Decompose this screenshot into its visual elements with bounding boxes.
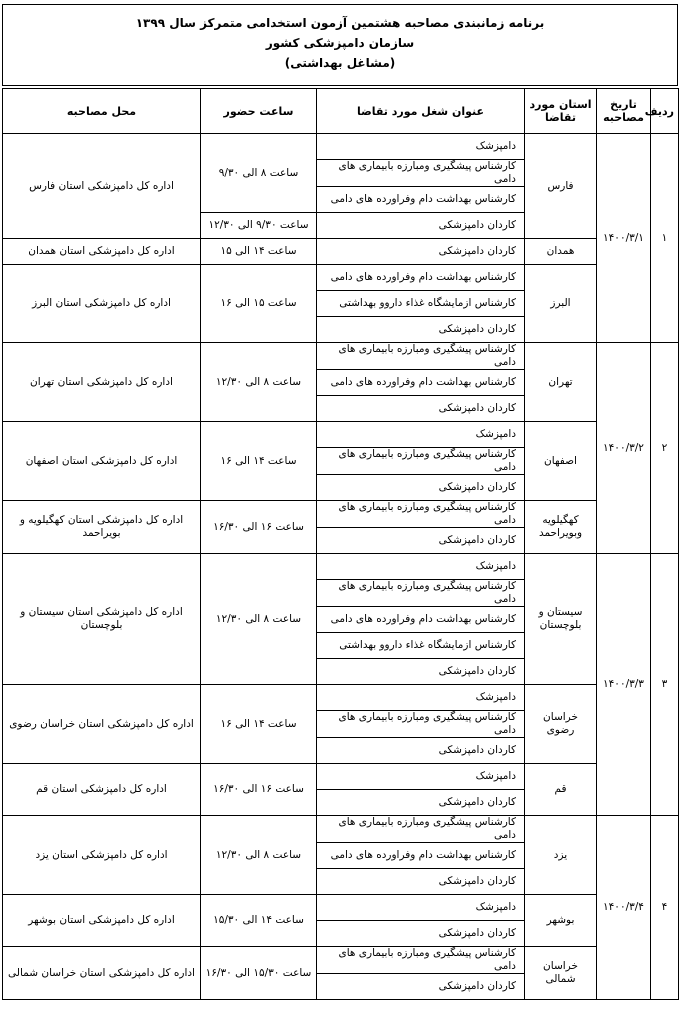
table-row	[3, 764, 679, 790]
time-cell: ساعت ۱۴ الی ۱۵/۳۰	[201, 895, 317, 947]
row-number: ۳	[651, 554, 679, 816]
place-cell: اداره کل دامپزشکی استان اصفهان	[3, 422, 201, 501]
time-cell: ساعت ۱۶ الی ۱۶/۳۰	[201, 764, 317, 816]
job-cell: کارشناس پیشگیری ومبارزه بابیماری های دامی	[317, 343, 525, 370]
job-cell: دامپزشک	[317, 422, 525, 448]
table-row	[3, 422, 679, 448]
job-cell: کاردان دامپزشکی	[317, 317, 525, 343]
job-cell: کاردان دامپزشکی	[317, 921, 525, 947]
job-cell: کاردان دامپزشکی	[317, 869, 525, 895]
time-cell: ساعت ۱۵/۳۰ الی ۱۶/۳۰	[201, 947, 317, 1000]
province-cell: البرز	[525, 265, 597, 343]
job-cell: دامپزشک	[317, 895, 525, 921]
province-cell: یزد	[525, 816, 597, 895]
place-cell: اداره کل دامپزشکی استان تهران	[3, 343, 201, 422]
table-row	[3, 947, 679, 974]
place-cell: اداره کل دامپزشکی استان فارس	[3, 134, 201, 239]
time-cell: ساعت ۱۵ الی ۱۶	[201, 265, 317, 343]
table-row	[3, 239, 679, 265]
row-number: ۱	[651, 134, 679, 343]
job-cell: کاردان دامپزشکی	[317, 213, 525, 239]
job-cell: دامپزشک	[317, 685, 525, 711]
job-cell: کارشناس پیشگیری ومبارزه بابیماری های دامی	[317, 160, 525, 187]
job-cell: کاردان دامپزشکی	[317, 974, 525, 1000]
job-cell: کارشناس ازمایشگاه غذاء داروو بهداشتی	[317, 291, 525, 317]
job-cell: کارشناس بهداشت دام وفراورده های دامی	[317, 265, 525, 291]
row-number: ۴	[651, 816, 679, 1000]
interview-date: ۱۴۰۰/۳/۳	[597, 554, 651, 816]
table-row	[3, 501, 679, 528]
province-cell: خراسان شمالی	[525, 947, 597, 1000]
table-row	[3, 895, 679, 921]
job-cell: کارشناس پیشگیری ومبارزه بابیماری های دامی	[317, 448, 525, 475]
job-cell: کارشناس پیشگیری ومبارزه بابیماری های دامی	[317, 580, 525, 607]
table-row	[3, 134, 679, 160]
interview-date: ۱۴۰۰/۳/۱	[597, 134, 651, 343]
job-cell: کارشناس پیشگیری ومبارزه بابیماری های دامی	[317, 501, 525, 528]
job-cell: کارشناس بهداشت دام وفراورده های دامی	[317, 607, 525, 633]
job-cell: کاردان دامپزشکی	[317, 475, 525, 501]
place-cell: اداره کل دامپزشکی استان یزد	[3, 816, 201, 895]
province-cell: بوشهر	[525, 895, 597, 947]
time-cell: ساعت ۸ الی ۱۲/۳۰	[201, 554, 317, 685]
table-row	[3, 554, 679, 580]
job-cell: کارشناس بهداشت دام وفراورده های دامی	[317, 843, 525, 869]
province-cell: سیستان و بلوچستان	[525, 554, 597, 685]
province-cell: اصفهان	[525, 422, 597, 501]
table-row	[3, 265, 679, 291]
job-cell: کارشناس پیشگیری ومبارزه بابیماری های دامی	[317, 711, 525, 738]
job-cell: کاردان دامپزشکی	[317, 659, 525, 685]
job-cell: کاردان دامپزشکی	[317, 790, 525, 816]
job-cell: کاردان دامپزشکی	[317, 738, 525, 764]
place-cell: اداره کل دامپزشکی استان بوشهر	[3, 895, 201, 947]
job-cell: دامپزشک	[317, 134, 525, 160]
job-cell: کارشناس پیشگیری ومبارزه بابیماری های دامی	[317, 947, 525, 974]
table-row	[3, 816, 679, 843]
place-cell: اداره کل دامپزشکی استان خراسان شمالی	[3, 947, 201, 1000]
interview-date: ۱۴۰۰/۳/۲	[597, 343, 651, 554]
col-job: عنوان شغل مورد تقاضا	[317, 89, 525, 134]
col-province: استان مورد تقاضا	[525, 89, 597, 134]
province-cell: تهران	[525, 343, 597, 422]
place-cell: اداره کل دامپزشکی استان کهگیلویه و بویراحمد	[3, 501, 201, 554]
time-cell: ساعت ۱۴ الی ۱۵	[201, 239, 317, 265]
place-cell: اداره کل دامپزشکی استان البرز	[3, 265, 201, 343]
job-cell: کاردان دامپزشکی	[317, 528, 525, 554]
place-cell: اداره کل دامپزشکی استان قم	[3, 764, 201, 816]
place-cell: اداره کل دامپزشکی استان خراسان رضوی	[3, 685, 201, 764]
header-organization: سازمان دامپزشکی کشور	[265, 36, 415, 50]
header-subtitle: (مشاغل بهداشتی)	[284, 56, 396, 70]
job-cell: دامپزشک	[317, 764, 525, 790]
time-cell: ساعت ۸ الی ۱۲/۳۰	[201, 343, 317, 422]
document-header	[2, 4, 678, 86]
col-date: تاریخ مصاحبه	[597, 89, 651, 134]
province-cell: قم	[525, 764, 597, 816]
job-cell: دامپزشک	[317, 554, 525, 580]
col-row: ردیف	[651, 89, 679, 134]
time-cell: ساعت ۱۶ الی ۱۶/۳۰	[201, 501, 317, 554]
time-cell: ساعت ۸ الی ۱۲/۳۰	[201, 816, 317, 895]
job-cell: کاردان دامپزشکی	[317, 239, 525, 265]
province-cell: فارس	[525, 134, 597, 239]
row-number: ۲	[651, 343, 679, 554]
interview-date: ۱۴۰۰/۳/۴	[597, 816, 651, 1000]
job-cell: کارشناس پیشگیری ومبارزه بابیماری های دامی	[317, 816, 525, 843]
col-time: ساعت حضور	[201, 89, 317, 134]
province-cell: همدان	[525, 239, 597, 265]
time-cell: ساعت ۹/۳۰ الی ۱۲/۳۰	[201, 213, 317, 239]
time-cell: ساعت ۱۴ الی ۱۶	[201, 422, 317, 501]
header-title: برنامه زمانبندی مصاحبه هشتمین آزمون استخدامی متمرکز سال ۱۳۹۹	[135, 16, 545, 30]
job-cell: کاردان دامپزشکی	[317, 396, 525, 422]
schedule-table	[2, 88, 679, 1000]
province-cell: کهگیلویه وبویراحمد	[525, 501, 597, 554]
time-cell: ساعت ۸ الی ۹/۳۰	[201, 134, 317, 213]
col-place: محل مصاحبه	[3, 89, 201, 134]
province-cell: خراسان رضوی	[525, 685, 597, 764]
job-cell: کارشناس ازمایشگاه غذاء داروو بهداشتی	[317, 633, 525, 659]
table-row	[3, 685, 679, 711]
place-cell: اداره کل دامپزشکی استان سیستان و بلوچستان	[3, 554, 201, 685]
job-cell: کارشناس بهداشت دام وفراورده های دامی	[317, 370, 525, 396]
place-cell: اداره کل دامپزشکی استان همدان	[3, 239, 201, 265]
job-cell: کارشناس بهداشت دام وفراورده های دامی	[317, 187, 525, 213]
table-row	[3, 343, 679, 370]
table-header-row	[3, 89, 679, 134]
time-cell: ساعت ۱۴ الی ۱۶	[201, 685, 317, 764]
